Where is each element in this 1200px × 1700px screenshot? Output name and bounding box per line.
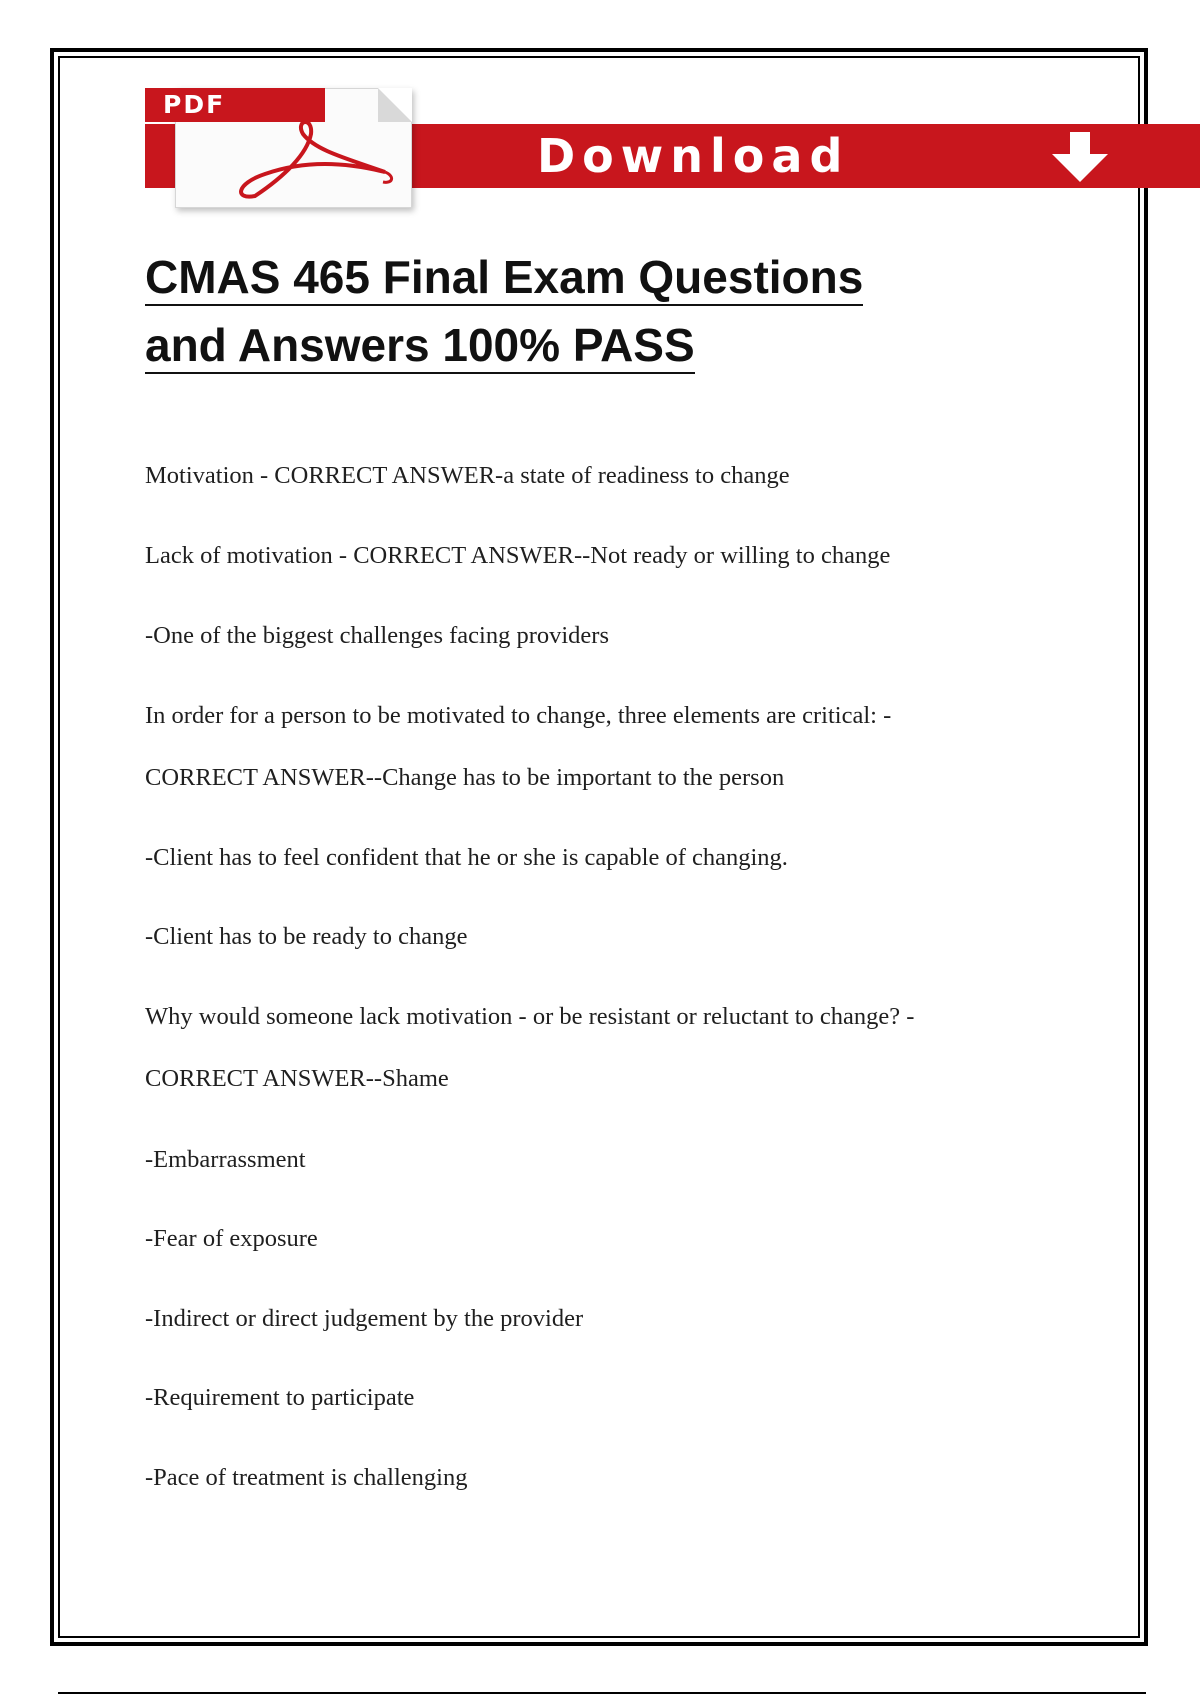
qa-line: -One of the biggest challenges facing providers	[145, 622, 609, 649]
qa-line: CORRECT ANSWER--Shame	[145, 1065, 449, 1092]
qa-line: -Indirect or direct judgement by the provider	[145, 1305, 584, 1332]
qa-line: CORRECT ANSWER--Change has to be important to the person	[145, 764, 785, 791]
document-title	[145, 243, 1045, 379]
qa-line: Why would someone lack motivation - or be resistant or reluctant to change? -	[145, 1003, 915, 1030]
title-line-1: CMAS 465 Final Exam Questions	[145, 251, 863, 306]
download-arrow-icon	[1048, 130, 1112, 184]
qa-line: -Fear of exposure	[145, 1225, 318, 1252]
qa-line: -Client has to feel confident that he or she is capable of changing.	[145, 844, 788, 871]
qa-line: -Embarrassment	[145, 1146, 306, 1173]
pdf-download-banner[interactable]	[145, 76, 1200, 206]
qa-line: -Requirement to participate	[145, 1384, 415, 1411]
qa-line: Motivation - CORRECT ANSWER-a state of readiness to change	[145, 462, 790, 489]
qa-line: -Pace of treatment is challenging	[145, 1464, 468, 1491]
title-line-2: and Answers 100% PASS	[145, 319, 695, 374]
qa-line: -Client has to be ready to change	[145, 923, 468, 950]
download-label: Download	[537, 129, 850, 183]
qa-line: In order for a person to be motivated to change, three elements are critical: -	[145, 702, 892, 729]
acrobat-logo-icon	[195, 114, 415, 204]
pdf-tag-label: PDF	[145, 88, 325, 122]
bottom-rule	[58, 1692, 1146, 1694]
qa-line: Lack of motivation - CORRECT ANSWER--Not ready or willing to change	[145, 542, 891, 569]
